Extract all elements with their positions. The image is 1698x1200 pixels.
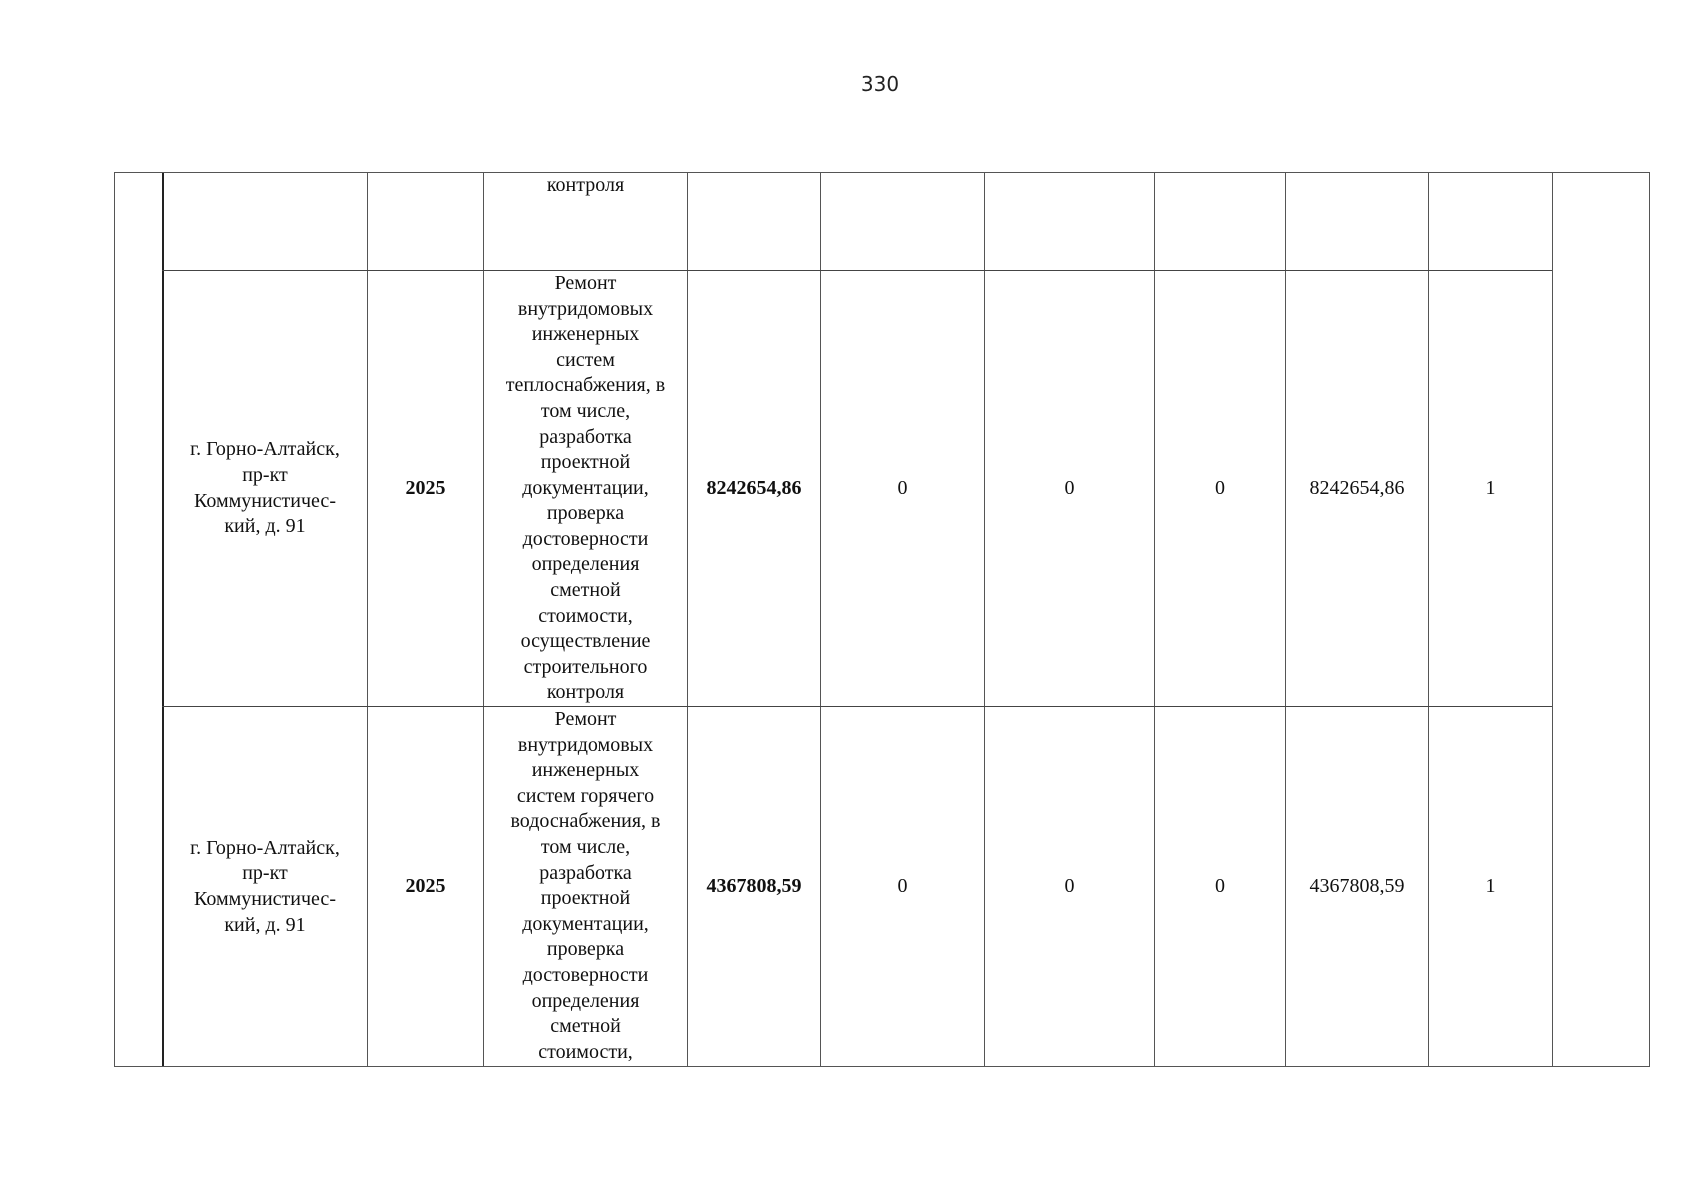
work-line: теплоснабжения, в	[505, 374, 666, 397]
work-line: строительного	[523, 655, 648, 678]
fund-cell: 0	[1215, 875, 1225, 898]
work-line: инженерных	[531, 323, 640, 346]
year-cell: 2025	[405, 875, 446, 898]
work-line: внутридомовых	[517, 297, 654, 320]
work-line: водоснабжения, в	[510, 810, 661, 833]
work-line: определения	[531, 989, 640, 1012]
work-line: том числе,	[540, 835, 631, 858]
fund-cell: 0	[1064, 476, 1075, 499]
fund-cell: 0	[1064, 875, 1075, 898]
work-description-cell	[484, 271, 687, 706]
work-line: осуществление	[520, 630, 651, 653]
work-line: разработка	[539, 425, 632, 448]
address-line: Коммунистичес-	[194, 489, 336, 512]
address-line: кий, д. 91	[224, 515, 306, 538]
page-number: 330	[860, 72, 900, 96]
work-line: стоимости,	[538, 604, 633, 627]
work-line: проверка	[546, 502, 625, 525]
work-line: систем	[556, 348, 615, 371]
address-line: пр-кт	[242, 862, 288, 885]
work-description-continued: контроля	[546, 174, 625, 196]
work-line: проектной	[540, 887, 631, 910]
total-cost-cell: 8242654,86	[706, 476, 802, 499]
work-line: стоимости,	[538, 1040, 633, 1063]
address-cell	[163, 271, 367, 706]
work-line: Ремонт	[554, 271, 617, 294]
work-line: том числе,	[540, 399, 631, 422]
work-line: определения	[531, 553, 640, 576]
address-cell	[163, 707, 367, 1067]
works-table	[114, 172, 1650, 1067]
column-divider	[1552, 173, 1553, 1066]
work-line: внутридомовых	[517, 733, 654, 756]
work-line: разработка	[539, 861, 632, 884]
address-line: пр-кт	[242, 463, 288, 486]
work-line: Ремонт	[554, 708, 617, 730]
owners-funds-cell: 4367808,59	[1309, 875, 1405, 898]
total-cost-cell: 4367808,59	[706, 875, 802, 898]
work-line: достоверности	[522, 527, 649, 550]
address-line: г. Горно-Алтайск,	[190, 438, 340, 461]
work-line: инженерных	[531, 759, 640, 782]
fund-cell: 0	[897, 476, 908, 499]
year-cell: 2025	[405, 476, 446, 499]
fund-cell: 0	[1215, 476, 1225, 499]
work-line: достоверности	[522, 963, 649, 986]
work-line: сметной	[550, 1015, 621, 1038]
units-cell: 1	[1485, 875, 1496, 898]
work-line: документации,	[522, 476, 649, 499]
address-line: г. Горно-Алтайск,	[190, 836, 340, 859]
work-line: систем горячего	[516, 784, 655, 807]
address-line: Коммунистичес-	[194, 888, 336, 910]
work-line: контроля	[546, 681, 625, 704]
work-line: сметной	[550, 579, 621, 602]
units-cell: 1	[1485, 476, 1496, 499]
work-description-cell	[484, 707, 687, 1067]
work-line: проектной	[540, 451, 631, 474]
fund-cell: 0	[897, 875, 908, 898]
work-line: проверка	[546, 938, 625, 961]
address-line: кий, д. 91	[224, 913, 306, 936]
owners-funds-cell: 8242654,86	[1309, 476, 1405, 499]
work-line: документации,	[522, 912, 649, 935]
